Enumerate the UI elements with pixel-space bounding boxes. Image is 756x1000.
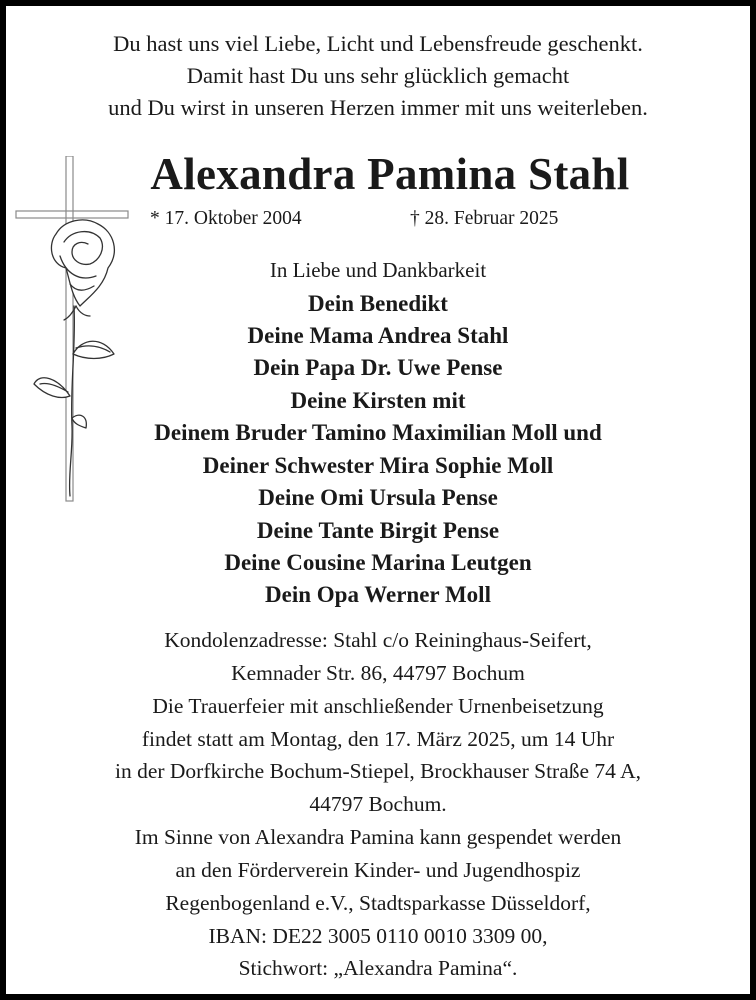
detail-line: an den Förderverein Kinder- und Jugendhospiz [175, 858, 581, 882]
detail-line: 44797 Bochum. [309, 792, 447, 816]
mourner-line: Deine Omi Ursula Pense [258, 485, 498, 510]
detail-line: Stichwort: „Alexandra Pamina“. [238, 956, 518, 980]
birth-date: * 17. Oktober 2004 [150, 208, 302, 229]
intro-line-2: Damit hast Du uns sehr glücklich gemacht [186, 63, 570, 88]
mourner-line: Deine Cousine Marina Leutgen [224, 550, 532, 575]
mourner-line: Dein Opa Werner Moll [265, 582, 491, 607]
detail-line: Kondolenzadresse: Stahl c/o Reininghaus-Seifert, [164, 628, 592, 652]
dedication: In Liebe und Dankbarkeit [269, 258, 487, 282]
mourner-line: Deine Kirsten mit [290, 388, 466, 413]
mourner-line: Deiner Schwester Mira Sophie Moll [202, 453, 554, 478]
deceased-name: Alexandra Pamina Stahl [150, 149, 630, 199]
detail-line: in der Dorfkirche Bochum-Stiepel, Brockhauser Straße 74 A, [114, 759, 641, 783]
life-dates [6, 208, 750, 234]
mourner-line: Deine Tante Birgit Pense [256, 518, 500, 543]
death-date: † 28. Februar 2025 [410, 208, 559, 229]
detail-line: Im Sinne von Alexandra Pamina kann gespendet werden [134, 825, 622, 849]
detail-line: Die Trauerfeier mit anschließender Urnenbeisetzung [152, 694, 604, 718]
detail-line: IBAN: DE22 3005 0110 0010 3309 00, [208, 924, 548, 948]
detail-line: Kemnader Str. 86, 44797 Bochum [231, 661, 525, 685]
detail-line: Regenbogenland e.V., Stadtsparkasse Düsseldorf, [165, 891, 591, 915]
intro-line-1: Du hast uns viel Liebe, Licht und Lebensfreude geschenkt. [113, 31, 643, 56]
mourner-line: Dein Papa Dr. Uwe Pense [253, 355, 503, 380]
mourner-line: Deinem Bruder Tamino Maximilian Moll und [154, 420, 602, 445]
detail-line: findet statt am Montag, den 17. März 2025, um 14 Uhr [141, 727, 615, 751]
intro-line-3: und Du wirst in unseren Herzen immer mit uns weiterleben. [108, 95, 648, 120]
mourner-line: Dein Benedikt [308, 291, 448, 316]
mourner-line: Deine Mama Andrea Stahl [247, 323, 509, 348]
